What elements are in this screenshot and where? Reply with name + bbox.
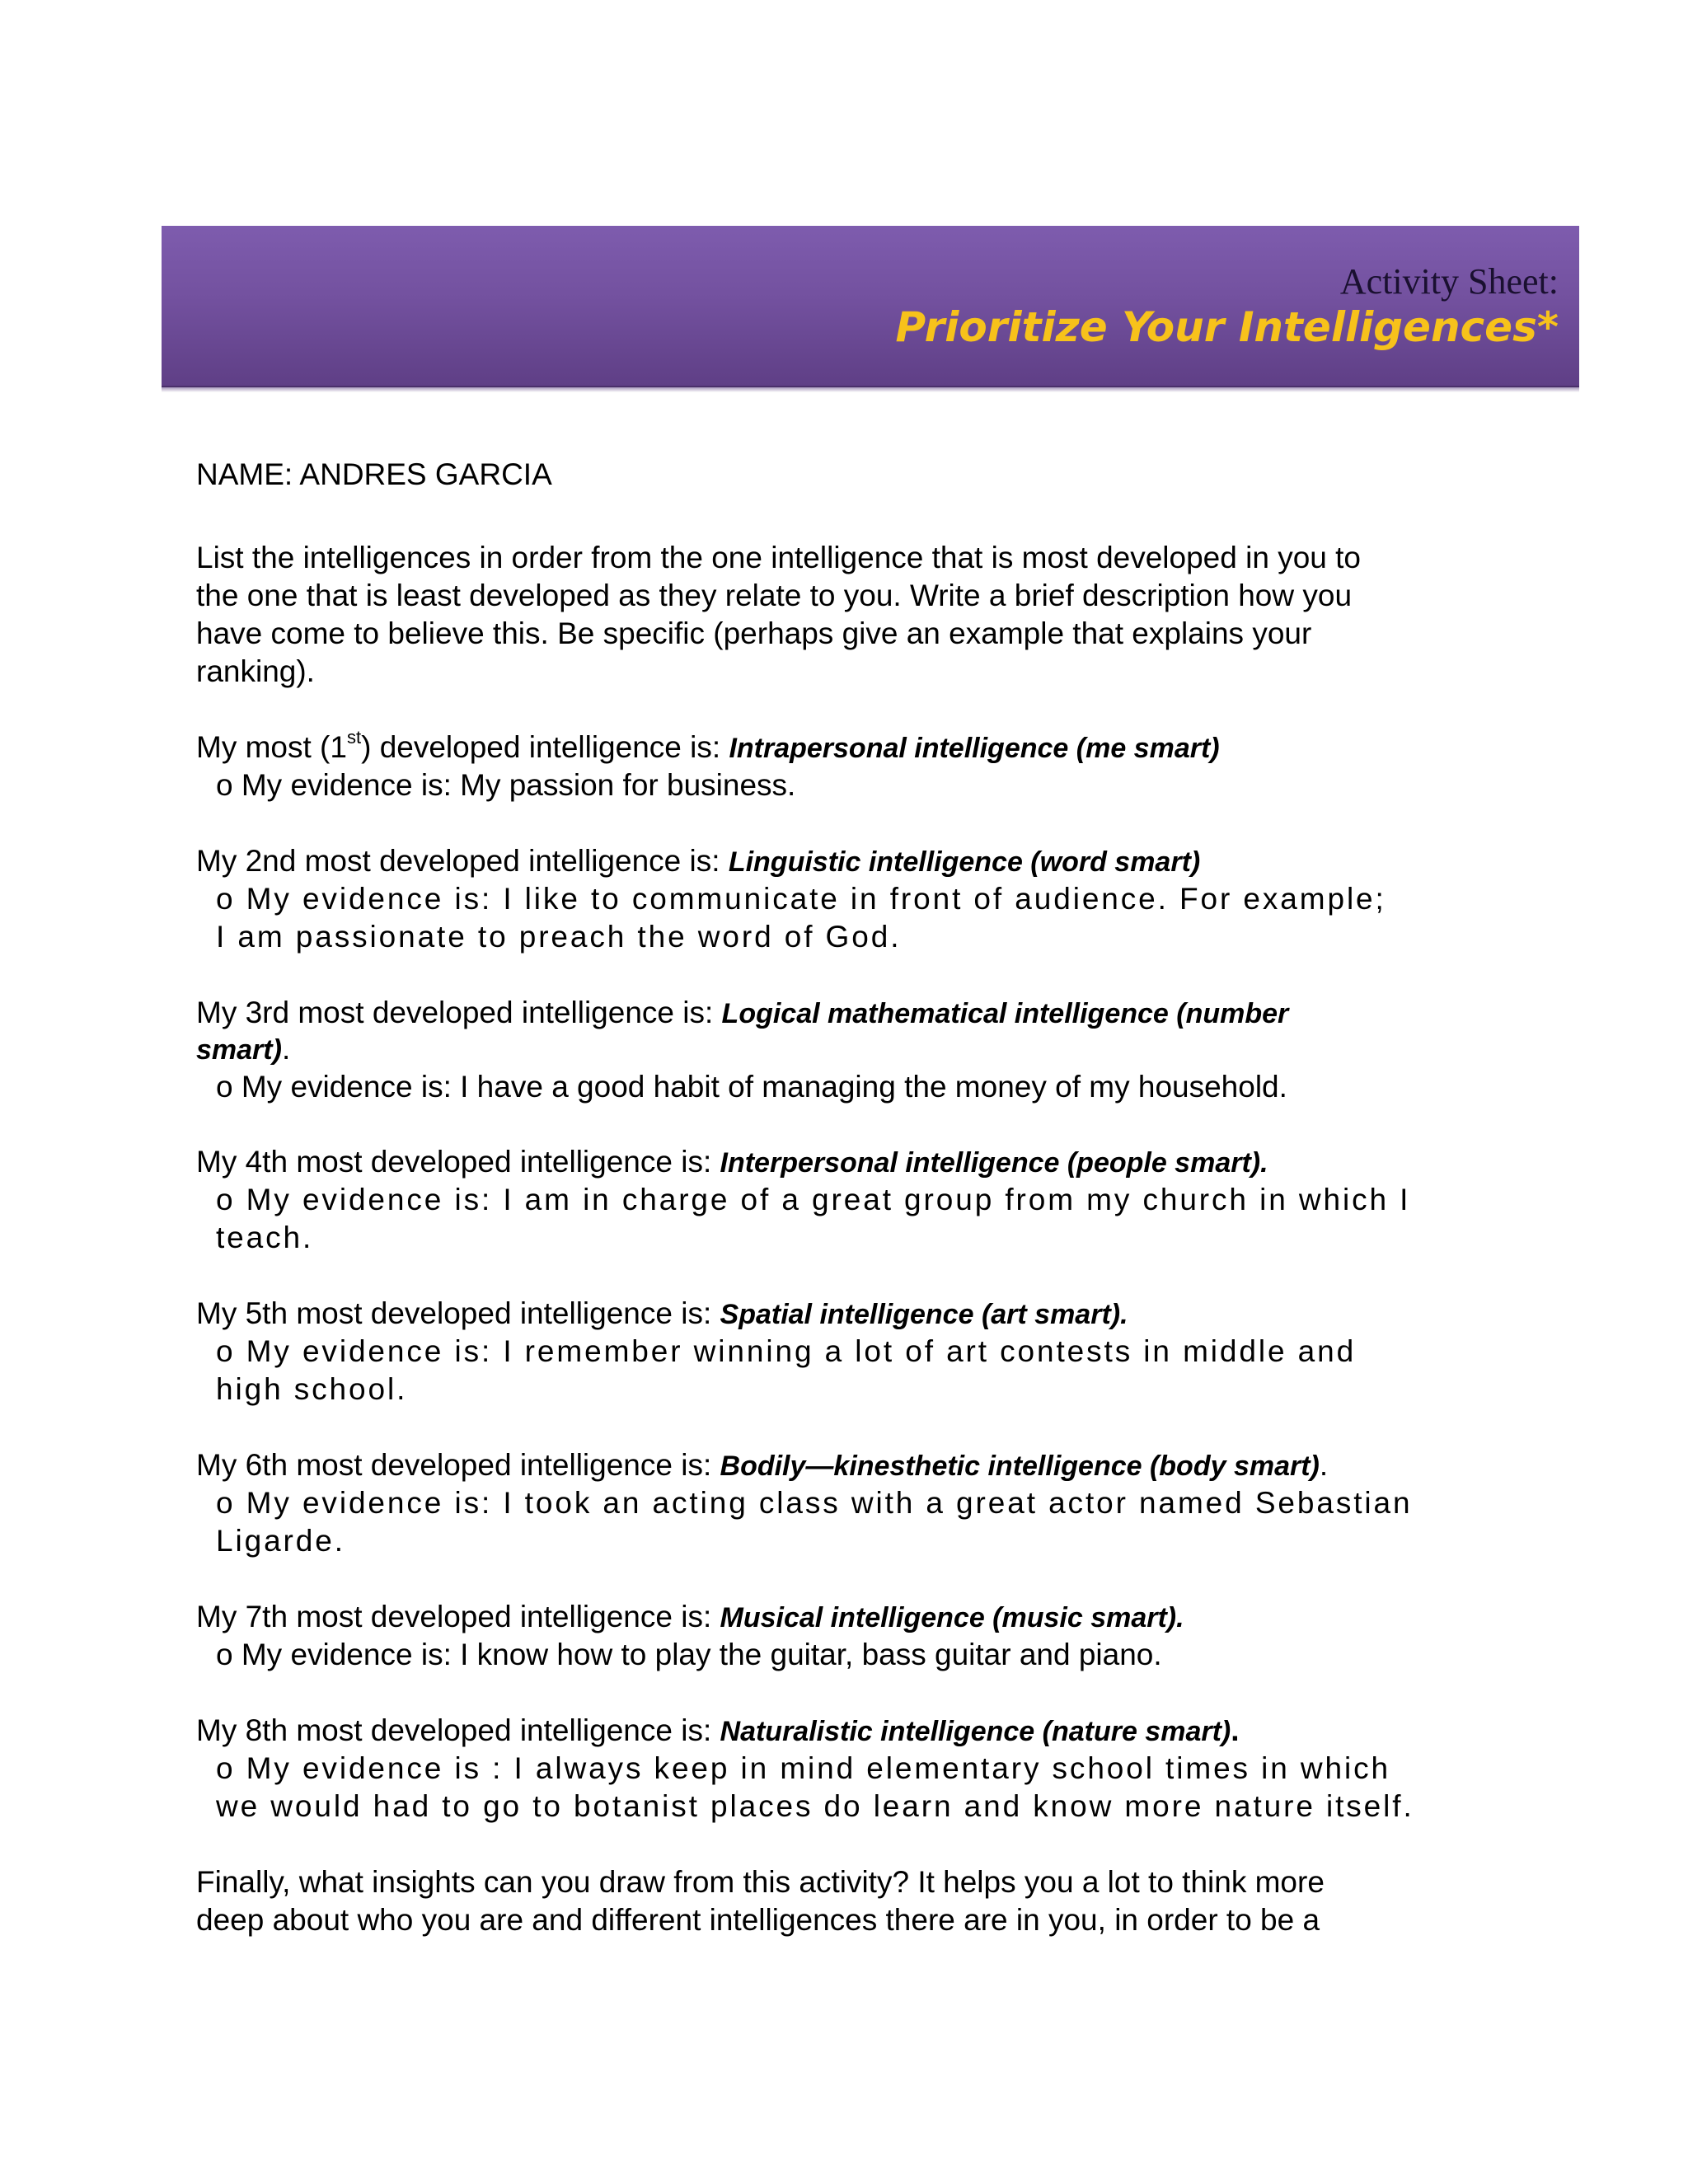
insights-line-2: deep about who you are and different intelligences there are in you, in order to be a xyxy=(196,1903,1320,1937)
rank-5-prefix: My 5th most developed intelligence is: xyxy=(196,1296,720,1330)
rank-8-evidence-2: we would had to go to botanist places do learn and know more nature itself. xyxy=(216,1789,1414,1823)
rank-3-evidence: o My evidence is: I have a good habit of managing the money of my household. xyxy=(216,1070,1287,1104)
rank-6-evidence-1: o My evidence is: I took an acting class with a great actor named Sebastian xyxy=(216,1486,1413,1520)
rank-7-evidence: o My evidence is: I know how to play the guitar, bass guitar and piano. xyxy=(216,1638,1162,1671)
rank-4-answer: Interpersonal intelligence (people smart). xyxy=(720,1147,1268,1179)
rank-5-evidence-2: high school. xyxy=(216,1372,408,1406)
rank-3-trailing: . xyxy=(281,1032,291,1066)
rank-1-prefix: My most (1 xyxy=(196,730,347,764)
rank-3-answer-end: smart) xyxy=(196,1034,282,1066)
rank-3-line xyxy=(196,994,1288,1033)
rank-2-answer: Linguistic intelligence (word smart) xyxy=(728,846,1201,878)
rank-6-answer: Bodily—kinesthetic intelligence (body smart) xyxy=(720,1451,1320,1482)
instructions-line-3: have come to believe this. Be specific (perhaps give an example that explains your xyxy=(196,616,1312,650)
rank-3-line-2 xyxy=(196,1030,290,1069)
rank-2-prefix: My 2nd most developed intelligence is: xyxy=(196,844,729,878)
header-banner xyxy=(162,226,1579,387)
rank-6-prefix: My 6th most developed intelligence is: xyxy=(196,1448,720,1482)
header-divider xyxy=(162,387,1579,392)
rank-8-line xyxy=(196,1712,1240,1750)
rank-2-line xyxy=(196,842,1200,881)
rank-7-line xyxy=(196,1598,1184,1637)
rank-3-answer: Logical mathematical intelligence (number xyxy=(721,998,1289,1029)
rank-1-superscript: st xyxy=(346,726,362,748)
header-subtitle: Activity Sheet: xyxy=(1339,261,1559,302)
instructions-line-1: List the intelligences in order from the one intelligence that is most developed in you to xyxy=(196,541,1361,574)
rank-1-answer: Intrapersonal intelligence (me smart) xyxy=(729,733,1220,764)
rank-5-line xyxy=(196,1295,1128,1333)
rank-1-evidence: o My evidence is: My passion for business. xyxy=(216,768,796,802)
instructions-line-4: ranking). xyxy=(196,654,315,688)
rank-7-prefix: My 7th most developed intelligence is: xyxy=(196,1600,720,1633)
rank-5-answer: Spatial intelligence (art smart). xyxy=(720,1299,1128,1330)
rank-6-evidence-2: Ligarde. xyxy=(216,1524,345,1558)
rank-6-line xyxy=(196,1446,1328,1485)
name-line: NAME: ANDRES GARCIA xyxy=(196,457,552,491)
rank-4-line xyxy=(196,1143,1268,1182)
rank-5-evidence-1: o My evidence is: I remember winning a lot of art contests in middle and xyxy=(216,1334,1357,1368)
rank-7-answer: Musical intelligence (music smart). xyxy=(720,1602,1184,1633)
header-title: Prioritize Your Intelligences* xyxy=(895,303,1559,351)
rank-4-evidence-1: o My evidence is: I am in charge of a great group from my church in which I xyxy=(216,1183,1411,1216)
rank-8-evidence-1: o My evidence is : I always keep in mind elementary school times in which xyxy=(216,1751,1391,1785)
rank-4-evidence-2: teach. xyxy=(216,1221,314,1254)
insights-line-1: Finally, what insights can you draw from this activity? It helps you a lot to think more xyxy=(196,1865,1325,1899)
instructions-line-2: the one that is least developed as they relate to you. Write a brief description how you xyxy=(196,579,1353,612)
rank-8-answer: Naturalistic intelligence (nature smart) xyxy=(720,1716,1231,1747)
rank-6-trailing: . xyxy=(1319,1448,1329,1482)
rank-8-prefix: My 8th most developed intelligence is: xyxy=(196,1713,720,1747)
rank-8-trailing: . xyxy=(1231,1713,1240,1747)
rank-2-evidence-2: I am passionate to preach the word of God. xyxy=(216,920,902,954)
rank-4-prefix: My 4th most developed intelligence is: xyxy=(196,1145,720,1179)
rank-2-evidence-1: o My evidence is: I like to communicate in front of audience. For example; xyxy=(216,882,1386,916)
rank-1-line xyxy=(196,726,1220,767)
rank-1-prefix-end: ) developed intelligence is: xyxy=(361,730,729,764)
rank-3-prefix: My 3rd most developed intelligence is: xyxy=(196,996,722,1029)
